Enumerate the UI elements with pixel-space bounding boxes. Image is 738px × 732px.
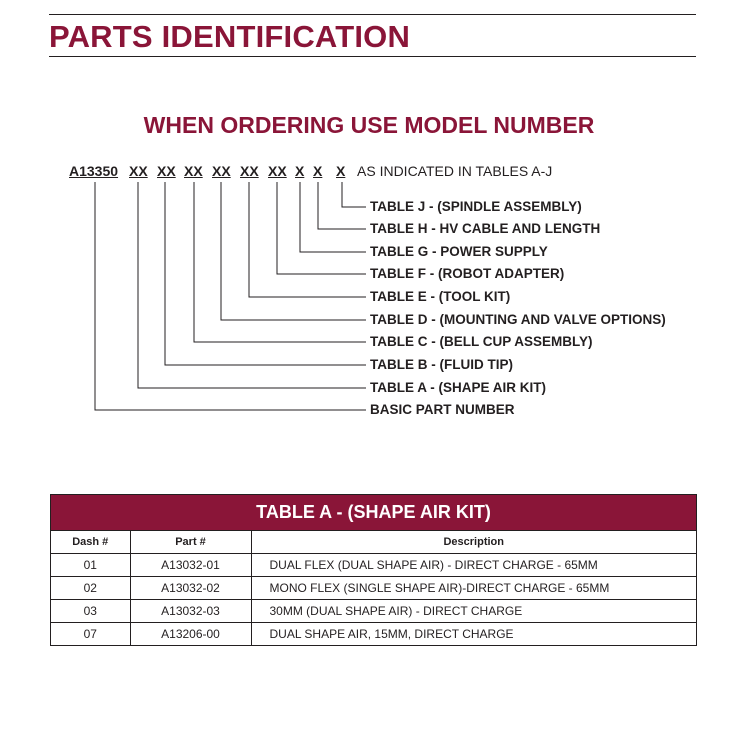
table-row bbox=[51, 554, 696, 577]
column-header-description: Description bbox=[251, 531, 696, 554]
model-segment-c: XX bbox=[184, 163, 203, 179]
cell-description: MONO FLEX (SINGLE SHAPE AIR)-DIRECT CHARGE - 65MM bbox=[251, 577, 696, 600]
cell-dash: 07 bbox=[51, 623, 130, 646]
connector-table-e bbox=[249, 182, 366, 297]
ordering-subtitle: WHEN ORDERING USE MODEL NUMBER bbox=[143, 112, 595, 138]
model-segment-h: X bbox=[313, 163, 323, 179]
label-table-g: TABLE G - POWER SUPPLY bbox=[370, 244, 548, 259]
model-segment-base: A13350 bbox=[69, 163, 119, 179]
label-table-f: TABLE F - (ROBOT ADAPTER) bbox=[370, 266, 565, 281]
label-table-b: TABLE B - (FLUID TIP) bbox=[370, 357, 513, 372]
table-row bbox=[51, 600, 696, 623]
label-table-e: TABLE E - (TOOL KIT) bbox=[370, 289, 511, 304]
cell-dash: 03 bbox=[51, 600, 130, 623]
label-basic-part-number: BASIC PART NUMBER bbox=[370, 402, 515, 417]
table-a-grid bbox=[51, 530, 696, 645]
label-table-d: TABLE D - (MOUNTING AND VALVE OPTIONS) bbox=[370, 312, 666, 327]
connector-table-f bbox=[277, 182, 366, 274]
model-segment-a: XX bbox=[129, 163, 148, 179]
model-segment-e: XX bbox=[240, 163, 259, 179]
model-segment-d: XX bbox=[212, 163, 231, 179]
connector-table-a bbox=[138, 182, 366, 388]
table-a-title: TABLE A - (SHAPE AIR KIT) bbox=[51, 495, 696, 530]
page-title: PARTS IDENTIFICATION bbox=[49, 19, 411, 54]
cell-description: DUAL SHAPE AIR, 15MM, DIRECT CHARGE bbox=[251, 623, 696, 646]
cell-description: DUAL FLEX (DUAL SHAPE AIR) - DIRECT CHARGE - 65MM bbox=[251, 554, 696, 577]
label-table-h: TABLE H - HV CABLE AND LENGTH bbox=[370, 221, 601, 236]
connector-table-c bbox=[194, 182, 366, 342]
cell-part: A13206-00 bbox=[130, 623, 251, 646]
label-table-j: TABLE J - (SPINDLE ASSEMBLY) bbox=[370, 199, 582, 214]
cell-part: A13032-03 bbox=[130, 600, 251, 623]
cell-description: 30MM (DUAL SHAPE AIR) - DIRECT CHARGE bbox=[251, 600, 696, 623]
model-number-note: AS INDICATED IN TABLES A-J bbox=[357, 163, 553, 179]
model-segment-g: X bbox=[295, 163, 305, 179]
model-segment-f: XX bbox=[268, 163, 287, 179]
table-row bbox=[51, 577, 696, 600]
connector-table-g bbox=[300, 182, 366, 252]
connector-table-d bbox=[221, 182, 366, 320]
connector-table-j bbox=[342, 182, 366, 207]
cell-part: A13032-01 bbox=[130, 554, 251, 577]
table-header-row bbox=[51, 531, 696, 554]
column-header-part: Part # bbox=[130, 531, 251, 554]
label-table-a: TABLE A - (SHAPE AIR KIT) bbox=[370, 380, 546, 395]
table-a bbox=[50, 494, 697, 646]
label-table-c: TABLE C - (BELL CUP ASSEMBLY) bbox=[370, 334, 593, 349]
model-segment-j: X bbox=[336, 163, 346, 179]
table-row bbox=[51, 623, 696, 646]
model-segment-b: XX bbox=[157, 163, 176, 179]
cell-dash: 01 bbox=[51, 554, 130, 577]
cell-dash: 02 bbox=[51, 577, 130, 600]
column-header-dash: Dash # bbox=[51, 531, 130, 554]
connector-basic-part-number bbox=[95, 182, 366, 410]
cell-part: A13032-02 bbox=[130, 577, 251, 600]
